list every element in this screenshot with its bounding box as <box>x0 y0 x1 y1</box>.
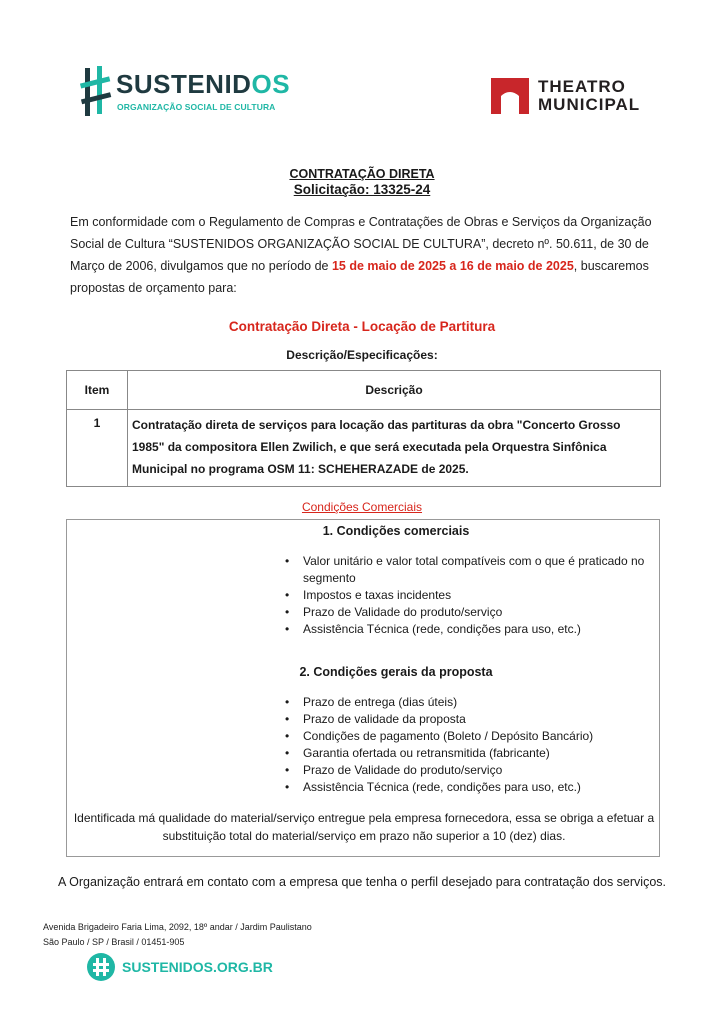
theatro-municipal-logo <box>489 72 669 118</box>
item-number: 1 <box>67 410 128 487</box>
closing-statement: A Organização entrará em contato com a empresa que tenha o perfil desejado para contratação dos serviços. <box>58 875 666 889</box>
list-item: • Assistência Técnica (rede, condições para uso, etc.) <box>285 779 655 796</box>
list-item: • Prazo de Validade do produto/serviço <box>285 604 655 621</box>
list-item: • Garantia ofertada ou retransmitida (fabricante) <box>285 745 655 762</box>
intro-paragraph: Em conformidade com o Regulamento de Compras e Contratações de Obras e Serviços da Organização Social de Cultura “SUSTENIDOS ORGANIZAÇÃO SOCIAL DE CULTURA”, decreto nº. 50.611, de 30 de Março de 2006, divulgamos que no período de 15 de maio de 2025 a 16 de maio de 2025, buscaremos propostas de orçamento para: <box>70 215 652 295</box>
list-item: • Assistência Técnica (rede, condições para uso, etc.) <box>285 621 655 638</box>
footer-website-link[interactable] <box>86 952 286 982</box>
table-row <box>67 410 661 487</box>
sustenidos-wordmark: SUSTENIDOS <box>116 69 291 99</box>
sustenidos-logo <box>80 64 291 120</box>
table-header-row <box>67 371 661 410</box>
period-highlight: 15 de maio de 2025 a 16 de maio de 2025 <box>331 259 574 273</box>
theatro-wordmark: THEATRO MUNICIPAL <box>538 77 641 114</box>
hash-logo-icon <box>80 64 114 118</box>
footer-address: Avenida Brigadeiro Faria Lima, 2092, 18º andar / Jardim Paulistano São Paulo / SP / Brasil / 01451-905 <box>43 922 312 947</box>
section-title: Contratação Direta - Locação de Partitura <box>228 319 496 334</box>
document-title: CONTRATAÇÃO DIRETA <box>289 167 435 181</box>
theatro-arch-icon <box>489 74 531 116</box>
conditions-heading: Condições Comerciais <box>301 500 423 514</box>
list-item: • Valor unitário e valor total compatíveis com o que é praticado no segmento <box>285 553 655 587</box>
list-item: • Prazo de validade da proposta <box>285 711 655 728</box>
conditions-group2-title: 2. Condições gerais da proposta <box>299 665 493 679</box>
column-header-item: Item <box>67 371 128 410</box>
conditions-group2-list <box>285 694 655 796</box>
list-item: • Prazo de Validade do produto/serviço <box>285 762 655 779</box>
conditions-group1-title: 1. Condições comerciais <box>322 524 470 538</box>
description-heading: Descrição/Especificações: <box>286 348 438 362</box>
quality-note: Identificada má qualidade do material/serviço entregue pela empresa fornecedora, essa se obriga a efetuar a substituição total do material/serviço em prazo não superior a 10 (dez) dias. <box>73 811 655 843</box>
item-description: Contratação direta de serviços para locação das partituras da obra "Concerto Grosso 1985" da compositora Ellen Zwilich, e que será executada pela Orquestra Sinfônica Municipal no programa OSM 11: SCHEHERAZADE de 2025. <box>128 410 661 487</box>
conditions-group1-list <box>285 553 655 638</box>
list-item: • Prazo de entrega (dias úteis) <box>285 694 655 711</box>
request-number: Solicitação: 13325-24 <box>293 182 431 197</box>
items-table <box>66 370 661 487</box>
website-text: SUSTENIDOS.ORG.BR <box>122 959 273 975</box>
hash-circle-icon <box>86 952 116 982</box>
sustenidos-subtitle: ORGANIZAÇÃO SOCIAL DE CULTURA <box>117 102 276 112</box>
list-item: • Condições de pagamento (Boleto / Depósito Bancário) <box>285 728 655 745</box>
list-item: • Impostos e taxas incidentes <box>285 587 655 604</box>
conditions-box <box>66 519 660 857</box>
column-header-description: Descrição <box>128 371 661 410</box>
